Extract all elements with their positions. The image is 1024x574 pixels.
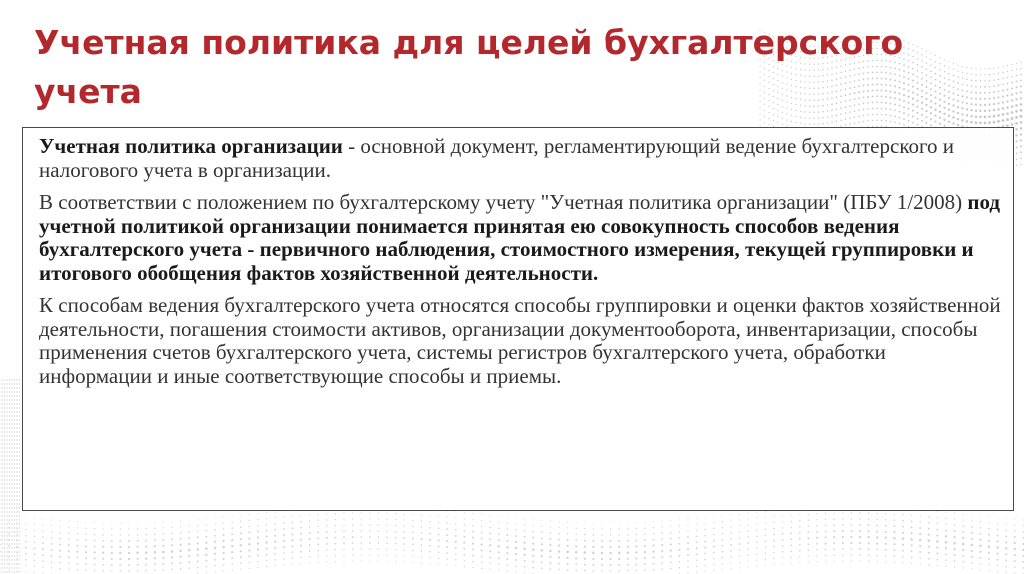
- paragraph-pbu: [39, 191, 1004, 285]
- definition-text: - основной документ, регламентирующий ведение бухгалтерского и налогового учета в организации.: [39, 134, 955, 182]
- pbu-bold-text: под учетной политикой организации понимается принятая ею совокупность способов ведения бухгалтерского учета - первичного наблюдения, стоимостного измерения, текущей группировки и итогового обобщения фактов хозяйственной деятельности.: [39, 190, 1001, 285]
- pbu-text: В соответствии с положением по бухгалтерскому учету "Учетная политика организации" (ПБУ 1/2008): [39, 190, 968, 214]
- paragraph-methods: [39, 294, 1004, 388]
- content-text: [39, 135, 1004, 397]
- definition-term: Учетная политика организации: [39, 134, 343, 158]
- paragraph-definition: [39, 135, 1004, 182]
- content-box: [22, 127, 1014, 511]
- methods-text: К способам ведения бухгалтерского учета относятся способы группировки и оценки фактов хозяйственной деятельности, погашения стоимости активов, организации документооборота, инвентаризации, способы применения счетов бухгалтерского учета, системы регистров бухгалтерского учета, обработки информации и иные соответствующие способы и приемы.: [39, 293, 1001, 388]
- slide-title: Учетная политика для целей бухгалтерского учета: [34, 23, 904, 111]
